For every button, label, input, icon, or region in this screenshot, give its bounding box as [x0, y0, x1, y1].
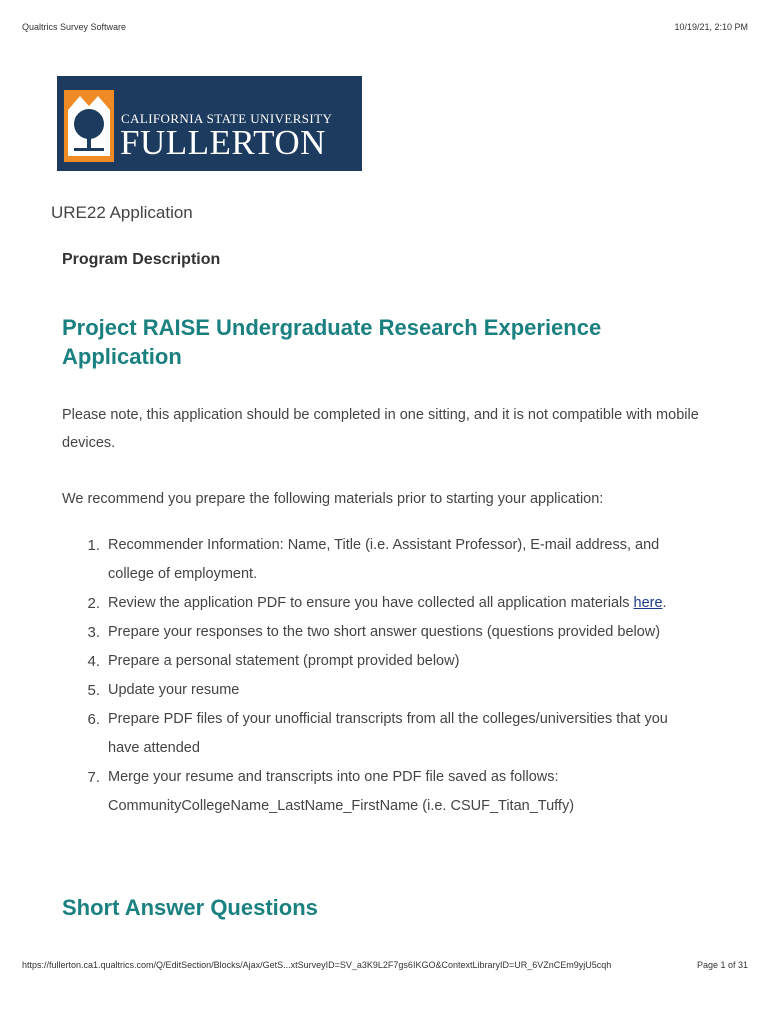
list-item-text-main: Review the application PDF to ensure you have collected all application materials	[108, 595, 634, 611]
list-number: 7.	[87, 769, 100, 786]
materials-list	[62, 531, 702, 821]
list-number: 4.	[87, 653, 100, 670]
list-number: 3.	[87, 624, 100, 641]
list-item-text: Recommender Information: Name, Title (i.e. Assistant Professor), E-mail address, and college of employment.	[108, 537, 660, 582]
list-item	[62, 676, 702, 705]
list-number: 1.	[87, 537, 100, 554]
application-pdf-link[interactable]: here	[633, 595, 663, 611]
list-item	[62, 531, 702, 589]
print-header-title: Qualtrics Survey Software	[22, 22, 127, 32]
block-title: Program Description	[62, 251, 221, 268]
page-number: Page 1 of 31	[696, 960, 748, 970]
print-footer-url: https://fullerton.ca1.qualtrics.com/Q/EditSection/Blocks/Ajax/GetS...xtSurveyID=SV_a3K9L2F7gs6IKGO&ContextLibraryID=UR_6VZnCEm9yjU5cqh	[22, 960, 612, 970]
recommend-text: We recommend you prepare the following materials prior to starting your application:	[62, 491, 604, 507]
list-item	[62, 763, 702, 821]
list-item-text: Prepare PDF files of your unofficial transcripts from all the colleges/universities that you have attended	[108, 711, 668, 756]
list-item-text: Merge your resume and transcripts into one PDF file saved as follows: CommunityCollegeName_LastName_FirstName (i.e. CSUF_Titan_Tuffy)	[108, 769, 575, 814]
print-header	[22, 22, 748, 32]
list-item-text: Prepare a personal statement (prompt provided below)	[108, 653, 460, 669]
list-item	[62, 705, 702, 763]
print-footer	[22, 960, 748, 970]
short-answer-heading: Short Answer Questions	[62, 895, 318, 920]
list-item	[62, 589, 702, 618]
csuf-logo	[57, 76, 362, 171]
list-number: 5.	[87, 682, 100, 699]
print-header-timestamp: 10/19/21, 2:10 PM	[674, 22, 748, 32]
tree-emblem-icon	[64, 90, 114, 162]
list-number: 6.	[87, 711, 100, 728]
mobile-note: Please note, this application should be completed in one sitting, and it is not compatible with mobile devices.	[62, 407, 699, 451]
list-item	[62, 618, 702, 647]
list-item-text-end: .	[662, 595, 667, 611]
list-number: 2.	[87, 595, 100, 612]
logo-university-line: CALIFORNIA STATE UNIVERSITY	[121, 111, 333, 126]
page-heading: Project RAISE Undergraduate Research Experience Application	[62, 315, 602, 369]
list-item	[62, 647, 702, 676]
survey-title: URE22 Application	[51, 203, 193, 222]
list-item-text: Update your resume	[108, 682, 240, 698]
logo-campus-name: FULLERTON	[120, 123, 326, 162]
list-item-text: Prepare your responses to the two short answer questions (questions provided below)	[108, 624, 661, 640]
list-item-text	[100, 589, 702, 618]
